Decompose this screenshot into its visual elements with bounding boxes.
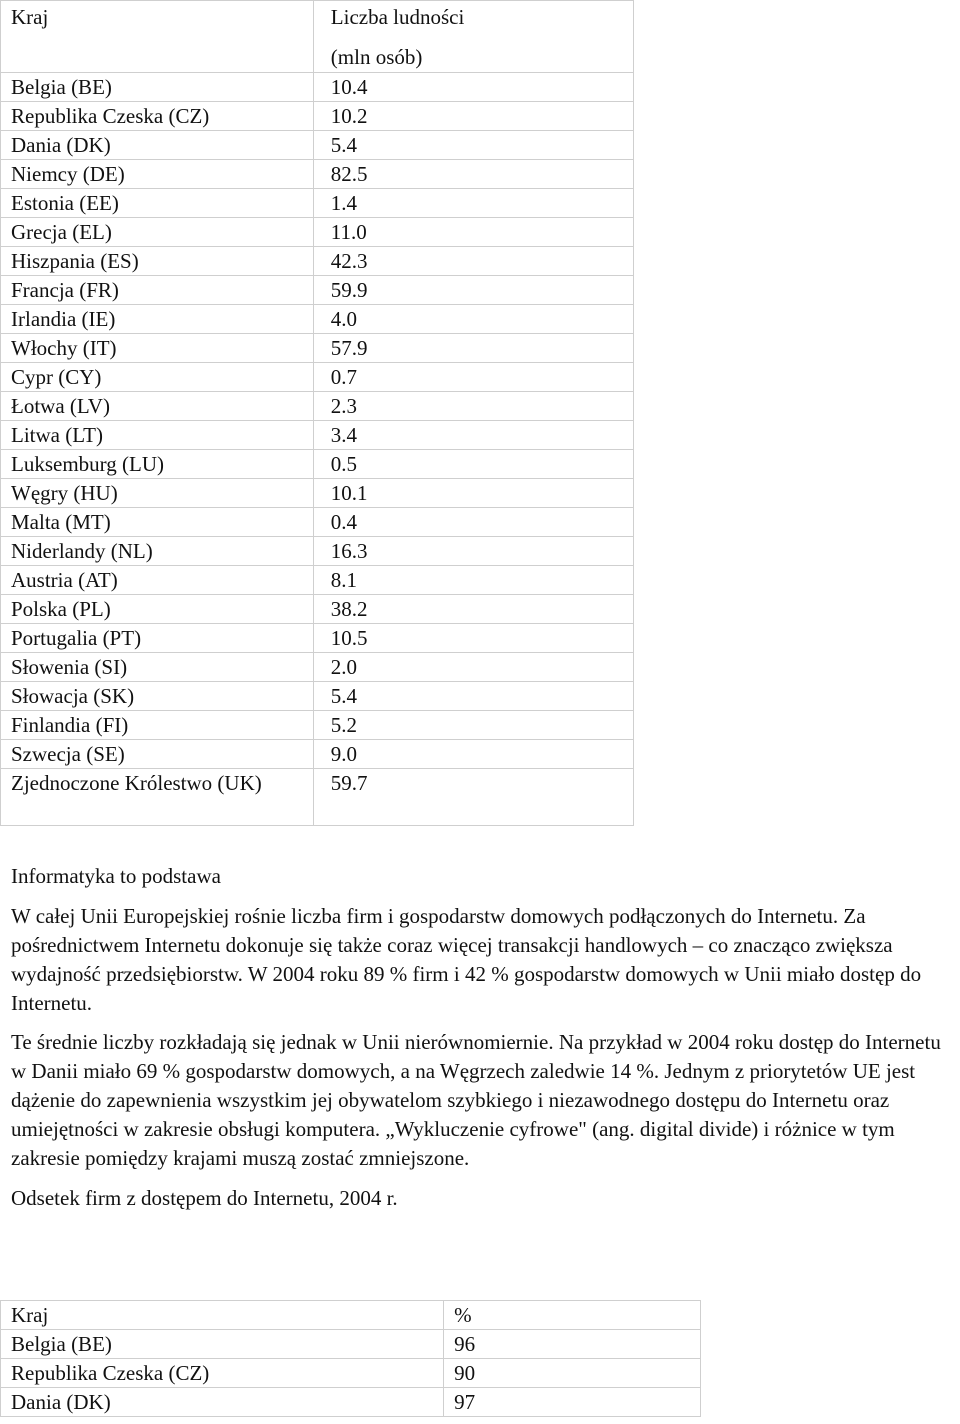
population-value-cell: 3.4 bbox=[313, 421, 633, 450]
country-cell: Hiszpania (ES) bbox=[1, 247, 314, 276]
population-value-cell: 4.0 bbox=[313, 305, 633, 334]
firm-percent-cell: 97 bbox=[444, 1388, 701, 1417]
table-row bbox=[1, 711, 634, 740]
table-caption: Odsetek firm z dostępem do Internetu, 2004 r. bbox=[11, 1186, 398, 1210]
firm-header-country-cell bbox=[1, 1301, 444, 1330]
table-row bbox=[1, 160, 634, 189]
population-value-cell: 59.9 bbox=[313, 276, 633, 305]
article-text bbox=[11, 862, 957, 1213]
population-value-cell: 0.7 bbox=[313, 363, 633, 392]
population-value-cell: 5.4 bbox=[313, 131, 633, 160]
paragraph-1: W całej Unii Europejskiej rośnie liczba firm i gospodarstw domowych podłączonych do Internetu. Za pośrednictwem Internetu dokonuje się także coraz więcej transakcji handlowych – co znacząco zwiększa wydajność przedsiębiorstw. W 2004 roku 89 % firm i 42 % gospodarstw domowych w Unii miało dostęp do Internetu. bbox=[11, 904, 922, 1015]
table-row bbox=[1, 450, 634, 479]
table-row bbox=[1, 363, 634, 392]
table-row bbox=[1, 334, 634, 363]
population-value-cell: 2.0 bbox=[313, 653, 633, 682]
table-row bbox=[1, 595, 634, 624]
table-row bbox=[1, 305, 634, 334]
table-row bbox=[1, 1330, 701, 1359]
population-value-cell: 11.0 bbox=[313, 218, 633, 247]
firm-header-value-cell bbox=[444, 1301, 701, 1330]
firm-country-cell: Belgia (BE) bbox=[1, 1330, 444, 1359]
population-value-cell: 10.2 bbox=[313, 102, 633, 131]
table-row bbox=[1, 508, 634, 537]
country-cell: Finlandia (FI) bbox=[1, 711, 314, 740]
population-value-cell: 59.7 bbox=[313, 769, 633, 826]
header-country-cell bbox=[1, 1, 314, 73]
country-cell: Austria (AT) bbox=[1, 566, 314, 595]
table-row bbox=[1, 537, 634, 566]
country-cell: Niderlandy (NL) bbox=[1, 537, 314, 566]
table-row bbox=[1, 421, 634, 450]
header-country-label: Kraj bbox=[11, 5, 49, 29]
country-cell: Republika Czeska (CZ) bbox=[1, 102, 314, 131]
table-row bbox=[1, 682, 634, 711]
table-row bbox=[1, 247, 634, 276]
header-value-cell bbox=[313, 1, 633, 73]
firm-header-value-label: % bbox=[454, 1303, 472, 1327]
country-cell: Cypr (CY) bbox=[1, 363, 314, 392]
population-value-cell: 10.1 bbox=[313, 479, 633, 508]
header-value-label: Liczba ludności bbox=[330, 5, 465, 29]
population-value-cell: 10.5 bbox=[313, 624, 633, 653]
country-cell: Niemcy (DE) bbox=[1, 160, 314, 189]
population-table bbox=[0, 0, 634, 826]
firm-country-cell: Republika Czeska (CZ) bbox=[1, 1359, 444, 1388]
table-row bbox=[1, 102, 634, 131]
firm-percent-cell: 96 bbox=[444, 1330, 701, 1359]
population-value-cell: 9.0 bbox=[313, 740, 633, 769]
population-value-cell: 0.5 bbox=[313, 450, 633, 479]
population-value-cell: 5.2 bbox=[313, 711, 633, 740]
table-row bbox=[1, 392, 634, 421]
firm-country-cell: Dania (DK) bbox=[1, 1388, 444, 1417]
population-value-cell: 5.4 bbox=[313, 682, 633, 711]
country-cell: Polska (PL) bbox=[1, 595, 314, 624]
population-value-cell: 82.5 bbox=[313, 160, 633, 189]
population-value-cell: 42.3 bbox=[313, 247, 633, 276]
population-value-cell: 10.4 bbox=[313, 73, 633, 102]
country-cell: Dania (DK) bbox=[1, 131, 314, 160]
country-cell: Węgry (HU) bbox=[1, 479, 314, 508]
section-heading: Informatyka to podstawa bbox=[11, 864, 221, 888]
country-cell: Szwecja (SE) bbox=[1, 740, 314, 769]
population-value-cell: 8.1 bbox=[313, 566, 633, 595]
population-value-cell: 1.4 bbox=[313, 189, 633, 218]
table-row bbox=[1, 189, 634, 218]
country-cell: Włochy (IT) bbox=[1, 334, 314, 363]
population-table-header-row bbox=[1, 1, 634, 73]
paragraph-2: Te średnie liczby rozkładają się jednak w Unii nierównomiernie. Na przykład w 2004 roku dostęp do Internetu w Danii miało 69 % gospodarstw domowych, a na Węgrzech zaledwie 14 %. Jednym z priorytetów UE jest dążenie do zapewnienia wszystkim jej obywatelom szybkiego i niezawodnego dostępu do Internetu oraz umiejętności w zakresie obsługi komputera. „Wykluczenie cyfrowe" (ang. digital divide) i różnice w tym zakresie pomiędzy krajami muszą zostać zmniejszone. bbox=[11, 1030, 941, 1170]
country-cell: Litwa (LT) bbox=[1, 421, 314, 450]
table-row bbox=[1, 624, 634, 653]
country-cell: Estonia (EE) bbox=[1, 189, 314, 218]
population-value-cell: 38.2 bbox=[313, 595, 633, 624]
population-table-body bbox=[1, 1, 634, 826]
table-row bbox=[1, 1359, 701, 1388]
firm-header-country-label: Kraj bbox=[11, 1303, 49, 1327]
table-row bbox=[1, 653, 634, 682]
firm-percent-cell: 90 bbox=[444, 1359, 701, 1388]
firm-internet-table bbox=[0, 1300, 701, 1417]
country-cell: Zjednoczone Królestwo (UK) bbox=[1, 769, 314, 826]
table-row bbox=[1, 276, 634, 305]
table-row bbox=[1, 73, 634, 102]
table-row bbox=[1, 1388, 701, 1417]
table-row bbox=[1, 566, 634, 595]
population-value-cell: 0.4 bbox=[313, 508, 633, 537]
country-cell: Łotwa (LV) bbox=[1, 392, 314, 421]
country-cell: Grecja (EL) bbox=[1, 218, 314, 247]
firm-table-body bbox=[1, 1301, 701, 1417]
table-row bbox=[1, 479, 634, 508]
country-cell: Słowenia (SI) bbox=[1, 653, 314, 682]
population-value-cell: 57.9 bbox=[313, 334, 633, 363]
table-row bbox=[1, 131, 634, 160]
country-cell: Francja (FR) bbox=[1, 276, 314, 305]
country-cell: Malta (MT) bbox=[1, 508, 314, 537]
header-unit-label: (mln osób) bbox=[330, 45, 423, 69]
population-value-cell: 2.3 bbox=[313, 392, 633, 421]
country-cell: Słowacja (SK) bbox=[1, 682, 314, 711]
country-cell: Luksemburg (LU) bbox=[1, 450, 314, 479]
table-row bbox=[1, 740, 634, 769]
country-cell: Belgia (BE) bbox=[1, 73, 314, 102]
country-cell: Irlandia (IE) bbox=[1, 305, 314, 334]
country-cell: Portugalia (PT) bbox=[1, 624, 314, 653]
table-row bbox=[1, 769, 634, 826]
firm-table-header-row bbox=[1, 1301, 701, 1330]
population-value-cell: 16.3 bbox=[313, 537, 633, 566]
table-row bbox=[1, 218, 634, 247]
